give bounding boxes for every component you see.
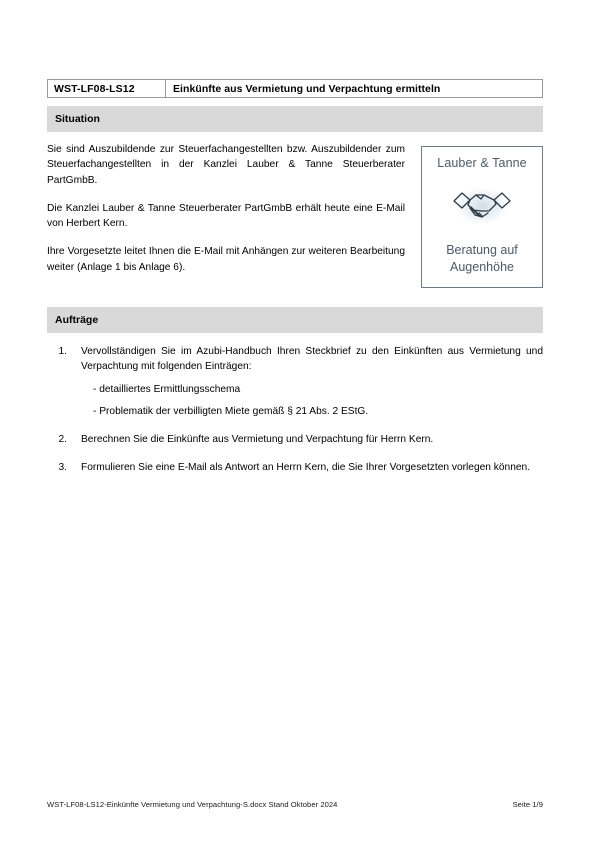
- task-subitem: - Problematik der verbilligten Miete gemäß § 21 Abs. 2 EStG.: [93, 405, 369, 417]
- task-body: [67, 344, 543, 419]
- company-slogan: [446, 242, 518, 276]
- task-number: 3.: [58, 462, 67, 474]
- page-title: Einkünfte aus Vermietung und Verpachtung ermitteln: [173, 82, 441, 95]
- company-logo-box: [421, 146, 543, 288]
- task-number: 2.: [58, 434, 67, 446]
- situation-paragraph: Die Kanzlei Lauber & Tanne Steuerberater PartGmbB erhält heute eine E-Mail von Herbert Kern.: [47, 202, 405, 230]
- task-list: [47, 344, 543, 476]
- task-item: [47, 460, 543, 475]
- document-code: WST-LF08-LS12: [48, 80, 166, 97]
- footer-page-number: Seite 1/9: [512, 800, 543, 809]
- task-number: 1.: [58, 346, 67, 357]
- task-text: Vervollständigen Sie im Azubi-Handbuch Ihren Steckbrief zu den Einkünften aus Vermietung und Verpachtung mit folgenden Einträgen:: [81, 346, 543, 373]
- company-name: Lauber & Tanne: [437, 156, 527, 170]
- section-heading-auftraege-label: Aufträge: [55, 314, 99, 326]
- section-heading-situation: [47, 106, 543, 132]
- task-subitem-list: [81, 382, 543, 420]
- company-slogan-line1: Beratung auf: [446, 243, 518, 257]
- task-item: [47, 344, 543, 419]
- handshake-icon: [426, 170, 538, 242]
- task-text: Formulieren Sie eine E-Mail als Antwort an Herrn Kern, die Sie Ihrer Vorgesetzten vorlegen können.: [81, 462, 531, 474]
- section-heading-auftraege: [47, 307, 543, 333]
- situation-paragraph: Ihre Vorgesetzte leitet Ihnen die E-Mail mit Anhängen zur weiteren Bearbeitung weiter (Anlage 1 bis Anlage 6).: [47, 246, 405, 273]
- page-footer: [47, 800, 543, 809]
- company-slogan-line2: Augenhöhe: [450, 260, 514, 274]
- document-header-table: [47, 79, 543, 98]
- task-item: [47, 432, 543, 447]
- footer-filename: WST-LF08-LS12-Einkünfte Vermietung und Verpachtung-S.docx Stand Oktober 2024: [47, 800, 338, 809]
- situation-paragraph: Sie sind Auszubildende zur Steuerfachangestellten bzw. Auszubildender zum Steuerfachangestellten in der Kanzlei Lauber & Tanne Steuerberater PartGmbB.: [47, 144, 405, 186]
- task-subitem: - detailliertes Ermittlungsschema: [93, 383, 241, 395]
- task-body: [67, 460, 543, 475]
- task-body: [67, 432, 543, 447]
- section-heading-situation-label: Situation: [55, 113, 100, 125]
- situation-body: [47, 142, 405, 275]
- task-text: Berechnen Sie die Einkünfte aus Vermietung und Verpachtung für Herrn Kern.: [81, 434, 434, 446]
